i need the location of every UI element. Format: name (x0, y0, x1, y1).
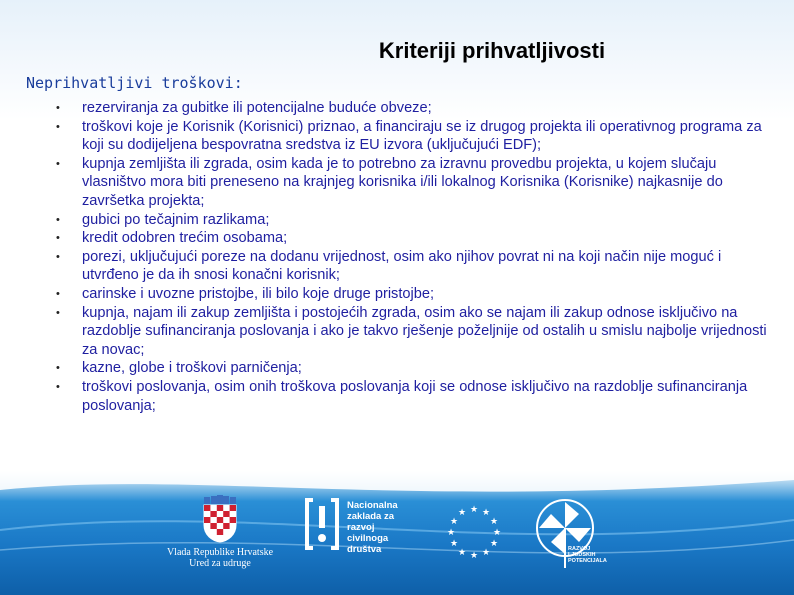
razvoj-line: POTENCIJALA (568, 558, 607, 564)
coat-of-arms-icon (200, 495, 240, 543)
svg-text:★: ★ (489, 539, 499, 549)
svg-text:★: ★ (457, 508, 467, 518)
vlada-logo (150, 495, 290, 569)
zaklada-line: društva (347, 544, 382, 555)
bullet-icon: • (56, 362, 60, 375)
page-title: Kriteriji prihvatljivosti (378, 38, 606, 63)
zaklada-line: zaklada za (347, 511, 394, 522)
svg-text:★: ★ (446, 528, 456, 538)
bullet-icon: • (56, 306, 60, 319)
list-item-text: rezerviranja za gubitke ili potencijalne buduće obveze; (82, 100, 432, 116)
list-item (50, 211, 774, 230)
list-item-text: kazne, globe i troškovi parničenja; (82, 360, 302, 377)
list-item-text: porezi, uključujući poreze na dodanu vrijednost, osim ako njihov povrat ni na koji način nije moguć i utvrđeno je da ih snosi konačni korisnik; (82, 248, 722, 284)
bullet-icon: • (56, 120, 60, 133)
svg-text:★: ★ (457, 548, 467, 558)
svg-text:★: ★ (469, 551, 479, 561)
zaklada-line: razvoj (347, 522, 375, 533)
svg-text:★: ★ (449, 539, 459, 549)
bullet-icon: • (56, 232, 60, 245)
list-item (50, 248, 774, 285)
svg-text:★: ★ (469, 505, 479, 515)
zaklada-line: civilnoga (347, 533, 389, 544)
svg-text:★: ★ (449, 517, 459, 527)
list-item (50, 304, 774, 360)
criteria-list (50, 99, 774, 415)
svg-text:★: ★ (481, 548, 491, 558)
bracket-logo-icon (303, 496, 341, 552)
list-item (50, 118, 774, 155)
section-subtitle: Neprihvatljivi troškovi: (26, 74, 243, 92)
bullet-icon: • (56, 213, 60, 226)
zaklada-logo (303, 492, 423, 572)
list-item-text: troškovi koje je Korisnik (Korisnici) priznao, a financiraju se iz drugog projekta ili operativnog programa za koji su dodijeljena bespovratna sredstva iz EU izvora (uključujući EDF); (82, 118, 762, 154)
razvoj-line: RAZVOJ (568, 546, 591, 552)
bullet-icon: • (56, 380, 60, 393)
bullet-icon: • (56, 250, 60, 263)
list-item (50, 99, 774, 118)
list-item (50, 378, 774, 415)
bullet-icon: • (56, 287, 60, 300)
zaklada-line: Nacionalna (347, 500, 398, 511)
list-item (50, 359, 774, 378)
list-item (50, 229, 774, 248)
bullet-icon: • (56, 157, 60, 170)
svg-text:★: ★ (492, 528, 502, 538)
list-item-text: kupnja, najam ili zakup zemljišta i postojećih zgrada, osim ako se najam ili zakup odnose isključivo na razdoblje sufinanciranja poslovanja i ako je takvo rješenje poželjnije od ostalih u smislu najbolje vrijednosti za novac; (82, 304, 767, 358)
razvoj-logo (535, 494, 655, 574)
list-item (50, 155, 774, 211)
list-item (50, 285, 774, 304)
vlada-line1: Vlada Republike Hrvatske (166, 547, 274, 558)
svg-text:★: ★ (481, 508, 491, 518)
razvoj-line: LJUDSKIH (568, 552, 596, 558)
svg-text:★: ★ (489, 517, 499, 527)
list-item-text: carinske i uvozne pristojbe, ili bilo koje druge pristojbe; (82, 285, 435, 302)
list-item-text: troškovi poslovanja, osim onih troškova poslovanja koji se odnose isključivo na razdoblje sufinanciranja poslovanja; (82, 378, 748, 414)
eu-stars-icon (444, 502, 504, 562)
list-item-text: gubici po tečajnim razlikama; (82, 211, 270, 228)
vlada-line2: Ured za udruge (189, 558, 251, 569)
list-item-text: kupnja zemljišta ili zgrada, osim kada je to potrebno za izravnu provedbu projekta, u kojem slučaju vlasništvo mora biti preneseno na krajnjeg korisnika i/ili lokalnog Korisnika (Korisnike) najkasnije do završetka projekta; (82, 155, 723, 209)
bullet-icon: • (56, 102, 60, 114)
list-item-text: kredit odobren trećim osobama; (82, 230, 288, 247)
